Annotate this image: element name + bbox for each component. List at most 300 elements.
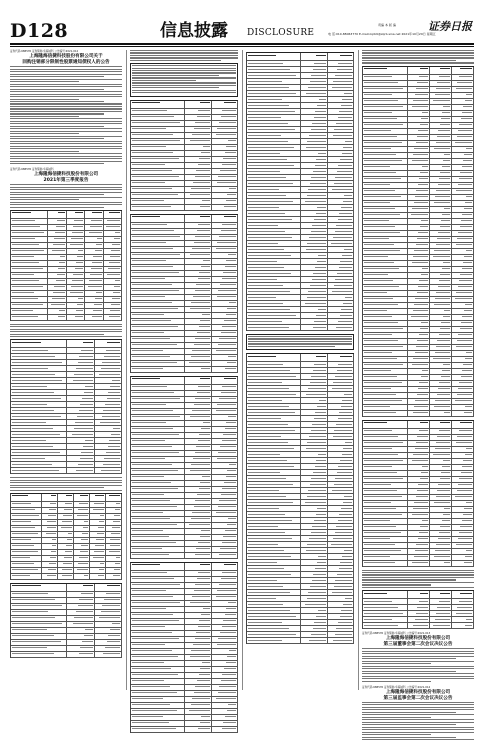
table-cell <box>11 243 48 248</box>
cell-text <box>12 256 34 257</box>
cell-text <box>422 520 428 521</box>
table-cell <box>452 555 474 560</box>
cell-text <box>442 214 450 215</box>
table-cell <box>131 463 185 468</box>
table-cell <box>247 121 301 126</box>
text-line <box>362 732 474 733</box>
cell-text <box>248 279 277 280</box>
table-cell <box>430 243 452 248</box>
cell-text <box>195 584 209 585</box>
cell-text <box>335 478 352 479</box>
table-cell <box>95 432 122 437</box>
cell-text <box>195 452 210 453</box>
cell-text <box>442 466 450 467</box>
cell-text <box>226 608 236 609</box>
cell-text <box>199 434 209 435</box>
table-cell <box>185 451 211 456</box>
column-divider <box>358 50 359 690</box>
table-cell <box>363 507 408 512</box>
cell-text <box>331 544 352 545</box>
cell-text <box>59 310 64 311</box>
cell-text <box>308 592 325 593</box>
table-cell <box>363 617 408 622</box>
cell-text <box>311 634 326 635</box>
cell-text <box>306 550 326 551</box>
table-cell <box>430 489 452 494</box>
table-cell <box>74 550 90 555</box>
cell-text <box>311 75 325 76</box>
cell-text <box>364 214 400 215</box>
table-cell <box>131 101 185 108</box>
cell-text <box>222 224 236 225</box>
cell-text <box>198 728 210 729</box>
cell-text <box>310 382 326 383</box>
cell-text <box>12 220 35 221</box>
cell-text <box>456 292 472 293</box>
cell-text <box>421 376 428 377</box>
cell-text <box>462 370 472 371</box>
table-cell <box>452 237 474 242</box>
table-cell <box>185 145 211 150</box>
text-line <box>362 587 474 588</box>
table-cell <box>185 619 211 624</box>
cell-text <box>364 502 391 503</box>
cell-text <box>312 424 326 425</box>
cell-text <box>333 81 352 82</box>
text-line <box>362 709 474 710</box>
table-cell <box>430 159 452 164</box>
cash-flow-table <box>246 353 354 644</box>
cell-text <box>197 230 210 231</box>
table-cell <box>11 646 67 651</box>
table-cell <box>452 543 474 548</box>
cell-text <box>455 142 472 143</box>
text-line <box>362 584 431 585</box>
cell-text <box>458 538 472 539</box>
table-cell <box>363 393 408 398</box>
cell-text <box>132 338 170 339</box>
cell-text <box>132 434 179 435</box>
cell-text <box>91 220 102 221</box>
table-cell <box>408 339 430 344</box>
table-cell <box>301 596 327 601</box>
table-cell <box>408 405 430 410</box>
cell-text <box>443 460 449 461</box>
table-cell <box>363 183 408 188</box>
table-cell <box>452 531 474 536</box>
table-cell <box>42 562 58 567</box>
table-cell <box>247 247 301 252</box>
table-cell <box>11 420 67 425</box>
cell-text <box>12 527 35 528</box>
cell-text <box>248 213 285 214</box>
table-cell <box>104 273 122 278</box>
cell-text <box>248 111 295 112</box>
table-cell <box>212 385 238 390</box>
table-cell <box>106 502 122 507</box>
table-cell <box>328 211 354 216</box>
table-cell <box>185 229 211 234</box>
table-cell <box>212 193 238 198</box>
cell-text <box>440 274 450 275</box>
cell-text <box>192 134 210 135</box>
table-cell <box>363 87 408 92</box>
cell-text <box>195 554 210 555</box>
table-cell <box>106 544 122 549</box>
cell-text <box>306 147 326 148</box>
table-cell <box>131 265 185 270</box>
table-cell <box>363 327 408 332</box>
cell-text <box>248 207 279 208</box>
table-cell <box>58 556 74 561</box>
cell-text <box>335 231 352 232</box>
table-cell <box>67 652 94 657</box>
cell-text <box>62 569 72 570</box>
text-line <box>132 75 219 76</box>
cell-text <box>97 533 104 534</box>
table-cell <box>131 679 185 684</box>
cell-text <box>12 410 54 411</box>
cell-text <box>54 238 65 239</box>
cell-text <box>48 515 56 516</box>
cell-text <box>12 298 38 299</box>
table-cell <box>301 374 327 379</box>
table-cell <box>185 319 211 324</box>
table-cell <box>452 495 474 500</box>
cell-text <box>12 458 45 459</box>
cell-text <box>462 166 472 167</box>
table-cell <box>408 363 430 368</box>
cell-text <box>218 176 236 177</box>
table-cell <box>67 231 85 236</box>
cell-text <box>248 165 294 166</box>
cell-text <box>76 262 83 263</box>
table-cell <box>95 456 122 461</box>
table-cell <box>328 362 354 367</box>
cell-text <box>311 478 325 479</box>
table-cell <box>212 115 238 120</box>
table-cell <box>131 697 185 702</box>
table-cell <box>212 337 238 342</box>
table-cell <box>185 427 211 432</box>
table-cell <box>328 289 354 294</box>
cell-text <box>82 533 88 534</box>
cell-text <box>316 213 326 214</box>
table-cell <box>11 568 42 573</box>
cell-text <box>312 580 326 581</box>
column-2 <box>130 50 238 690</box>
table-cell <box>11 532 42 537</box>
table-cell <box>408 453 430 458</box>
text-line <box>10 487 104 488</box>
cell-text <box>436 496 450 497</box>
cell-text <box>132 302 172 303</box>
table-cell <box>212 163 238 168</box>
table-cell <box>452 291 474 296</box>
cell-text <box>53 292 64 293</box>
table-cell <box>328 638 354 643</box>
table-cell <box>67 616 94 621</box>
table-cell <box>11 616 67 621</box>
cell-text <box>226 422 236 423</box>
cell-text <box>364 514 402 515</box>
table-cell <box>301 380 327 385</box>
table-row <box>131 205 238 211</box>
table-cell <box>11 604 67 609</box>
table-cell <box>430 99 452 104</box>
table-cell <box>363 363 408 368</box>
table-cell <box>328 265 354 270</box>
cell-text <box>415 94 428 95</box>
table-cell <box>363 465 408 470</box>
text-line <box>10 146 122 147</box>
table-row <box>363 411 474 417</box>
table-cell <box>131 445 185 450</box>
table-cell <box>185 547 211 552</box>
text-line <box>362 579 456 580</box>
cell-text <box>437 436 450 437</box>
cell-text <box>336 327 352 328</box>
table-cell <box>452 87 474 92</box>
table-cell <box>11 494 42 501</box>
cell-text <box>67 539 72 540</box>
table-cell <box>212 649 238 654</box>
notice-codes: 证券代码:688535 证券简称:华海诚科 <box>10 168 54 172</box>
cell-text <box>60 256 65 257</box>
table-cell <box>301 428 327 433</box>
cell-text <box>437 490 450 491</box>
cell-text <box>413 454 427 455</box>
cell-text <box>217 404 236 405</box>
table-cell <box>212 583 238 588</box>
cell-text <box>191 302 209 303</box>
cell-text <box>63 515 72 516</box>
cell-text <box>364 619 392 620</box>
text-line <box>10 111 122 112</box>
table-cell <box>301 614 327 619</box>
cell-text <box>12 533 38 534</box>
cell-text <box>12 495 28 496</box>
table-cell <box>106 562 122 567</box>
masthead <box>10 20 474 42</box>
table-cell <box>212 295 238 300</box>
text-line <box>10 113 104 114</box>
cell-text <box>12 611 48 612</box>
cell-text <box>248 514 285 515</box>
table-cell <box>328 554 354 559</box>
table-cell <box>42 550 58 555</box>
cell-text <box>102 416 120 417</box>
table-cell <box>430 599 452 604</box>
text-line <box>10 158 122 159</box>
cell-text <box>12 416 61 417</box>
table-cell <box>131 721 185 726</box>
cell-text <box>132 386 167 387</box>
table-cell <box>452 375 474 380</box>
table-cell <box>131 601 185 606</box>
table-cell <box>301 181 327 186</box>
cell-text <box>220 548 236 549</box>
cell-text <box>12 599 55 600</box>
table-cell <box>363 339 408 344</box>
table-cell <box>67 414 94 419</box>
table-cell <box>48 255 66 260</box>
cell-text <box>456 442 472 443</box>
table-cell <box>247 548 301 553</box>
table-cell <box>95 402 122 407</box>
table-cell <box>67 396 94 401</box>
table-cell <box>328 566 354 571</box>
text-line <box>362 712 456 713</box>
table-cell <box>408 207 430 212</box>
table-cell <box>131 199 185 204</box>
cell-text <box>110 310 120 311</box>
table-cell <box>212 169 238 174</box>
table-cell <box>212 271 238 276</box>
cell-text <box>443 106 449 107</box>
table-cell <box>185 241 211 246</box>
cell-text <box>466 550 472 551</box>
table-cell <box>430 399 452 404</box>
table-cell <box>452 177 474 182</box>
table-cell <box>185 223 211 228</box>
cell-text <box>421 274 428 275</box>
cell-text <box>101 368 120 369</box>
cell-text <box>132 512 163 513</box>
table-cell <box>90 562 106 567</box>
cell-text <box>464 562 472 563</box>
cell-text <box>338 466 352 467</box>
cell-text <box>74 374 92 375</box>
cell-text <box>338 418 352 419</box>
cell-text <box>132 698 163 699</box>
notice-c1b <box>10 168 122 658</box>
text-line <box>10 118 122 119</box>
table-cell <box>301 253 327 258</box>
cell-text <box>364 613 403 614</box>
cell-text <box>201 428 210 429</box>
cell-text <box>223 272 236 273</box>
cell-text <box>462 268 472 269</box>
table-cell <box>363 459 408 464</box>
table-cell <box>452 477 474 482</box>
cell-text <box>307 141 325 142</box>
cell-text <box>132 368 163 369</box>
table-row <box>131 367 238 373</box>
cell-text <box>195 236 209 237</box>
boxed-section <box>130 63 238 97</box>
cell-text <box>248 526 278 527</box>
cell-text <box>364 328 403 329</box>
cell-text <box>248 502 293 503</box>
table-cell <box>452 225 474 230</box>
table-cell <box>363 135 408 140</box>
table-cell <box>247 193 301 198</box>
table-cell <box>452 623 474 628</box>
table-cell <box>212 361 238 366</box>
text-line <box>10 197 122 198</box>
cell-text <box>313 472 326 473</box>
table-cell <box>185 259 211 264</box>
cell-text <box>308 388 326 389</box>
cell-text <box>248 364 283 365</box>
table-cell <box>58 568 74 573</box>
cell-text <box>12 605 62 606</box>
cell-text <box>444 412 450 413</box>
table-cell <box>328 584 354 589</box>
cell-text <box>418 130 428 131</box>
table-cell <box>408 171 430 176</box>
cell-text <box>316 315 326 316</box>
cell-text <box>195 500 209 501</box>
table-cell <box>430 195 452 200</box>
table-cell <box>452 421 474 428</box>
cell-text <box>440 172 450 173</box>
cell-text <box>413 310 428 311</box>
cell-text <box>198 440 210 441</box>
cell-text <box>191 464 209 465</box>
table-cell <box>90 520 106 525</box>
table-cell <box>247 638 301 643</box>
cell-text <box>248 267 284 268</box>
cell-text <box>305 604 326 605</box>
cell-text <box>200 206 209 207</box>
table-cell <box>328 548 354 553</box>
table-cell <box>408 555 430 560</box>
cell-text <box>411 316 428 317</box>
cell-text <box>105 404 120 405</box>
table-cell <box>363 441 408 446</box>
table-cell <box>430 411 452 416</box>
text-line <box>10 194 104 195</box>
table-cell <box>185 187 211 192</box>
table-cell <box>85 219 103 224</box>
table-cell <box>452 123 474 128</box>
table-cell <box>430 507 452 512</box>
cell-text <box>199 158 209 159</box>
table-cell <box>328 175 354 180</box>
cell-text <box>222 572 236 573</box>
text-line <box>362 734 431 735</box>
table-cell <box>48 291 66 296</box>
text-line <box>10 136 122 137</box>
table-cell <box>301 217 327 222</box>
cell-text <box>440 328 450 329</box>
cell-text <box>345 297 352 298</box>
cell-text <box>315 412 325 413</box>
table-cell <box>301 109 327 114</box>
table-cell <box>212 505 238 510</box>
table-cell <box>185 499 211 504</box>
table-cell <box>301 169 327 174</box>
table-cell <box>452 387 474 392</box>
table-cell <box>301 175 327 180</box>
cell-text <box>442 268 450 269</box>
table-cell <box>328 235 354 240</box>
text-line <box>248 346 335 347</box>
cell-text <box>111 533 120 534</box>
cell-text <box>309 538 326 539</box>
cell-text <box>419 601 428 602</box>
cell-text <box>102 362 120 363</box>
table-cell <box>430 135 452 140</box>
table-cell <box>85 211 103 218</box>
cell-text <box>82 398 93 399</box>
text-line <box>10 187 122 188</box>
cell-text <box>318 153 326 154</box>
table-cell <box>328 434 354 439</box>
text-line <box>362 57 474 58</box>
